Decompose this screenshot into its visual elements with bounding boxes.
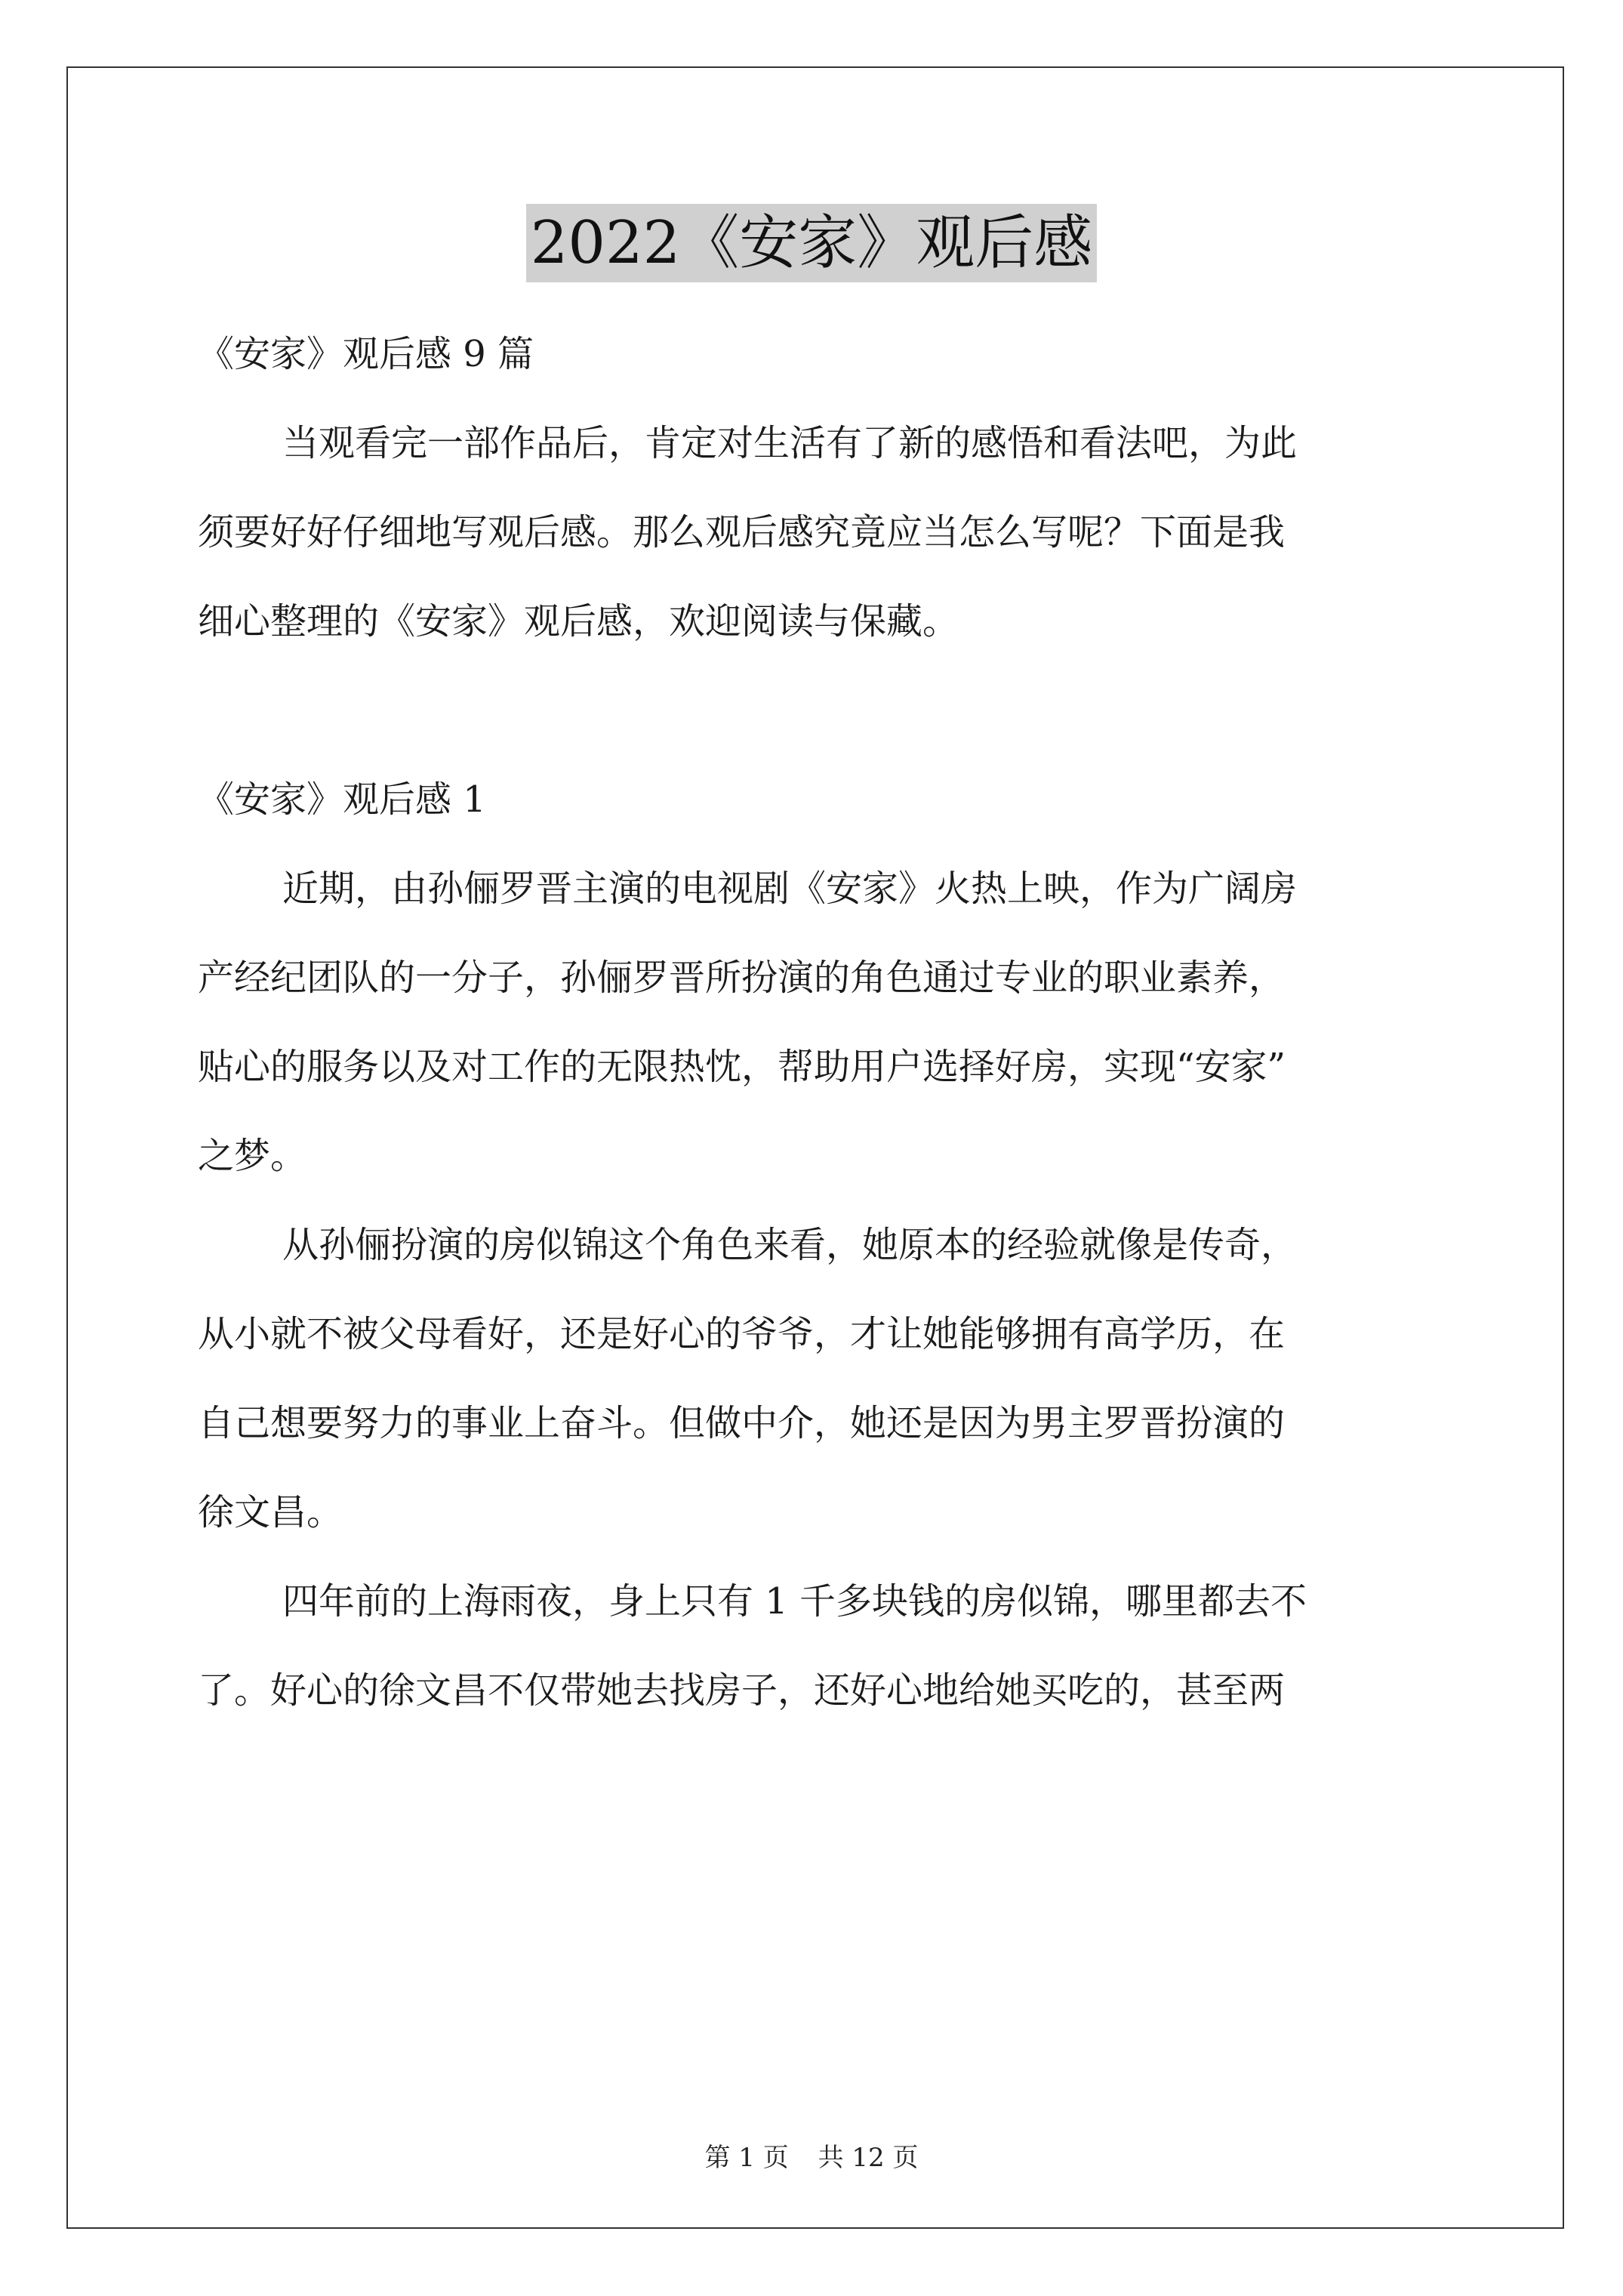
document-body [198,310,1436,1735]
title-container [0,204,1623,282]
page-number: 第 1 页 [704,2143,789,2173]
intro-line: 当观看完一部作品后，肯定对生活有了新的感悟和看法吧，为此 [282,422,1298,464]
paragraph-line: 从孙俪扮演的房似锦这个角色来看，她原本的经验就像是传奇， [282,1224,1298,1266]
page-total: 共 12 页 [818,2143,919,2173]
paragraph-line: 了。好心的徐文昌不仅带她去找房子，还好心地给她买吃的，甚至两 [198,1669,1286,1712]
subtitle: 《安家》观后感 9 篇 [198,333,534,375]
paragraph-line: 从小就不被父母看好，还是好心的爷爷，才让她能够拥有高学历，在 [198,1313,1286,1355]
spacer [198,666,1436,755]
paragraph-line: 自己想要努力的事业上奋斗。但做中介，她还是因为男主罗晋扮演的 [198,1402,1286,1444]
intro-line: 细心整理的《安家》观后感，欢迎阅读与保藏。 [198,600,959,643]
intro-line: 须要好好仔细地写观后感。那么观后感究竟应当怎么写呢？下面是我 [198,511,1286,553]
paragraph-line: 徐文昌。 [198,1491,343,1533]
page-footer [0,2137,1623,2174]
paragraph-line: 之梦。 [198,1135,307,1177]
paragraph-line: 产经纪团队的一分子，孙俪罗晋所扮演的角色通过专业的职业素养， [198,957,1286,999]
paragraph-line: 四年前的上海雨夜，身上只有 1 千多块钱的房似锦，哪里都去不 [282,1580,1307,1623]
paragraph-line: 近期，由孙俪罗晋主演的电视剧《安家》火热上映，作为广阔房 [282,868,1298,910]
section-heading: 《安家》观后感 1 [198,778,486,821]
paragraph-line: 贴心的服务以及对工作的无限热忱，帮助用户选择好房，实现“安家” [198,1046,1286,1088]
document-title: 2022《安家》观后感 [526,204,1098,282]
